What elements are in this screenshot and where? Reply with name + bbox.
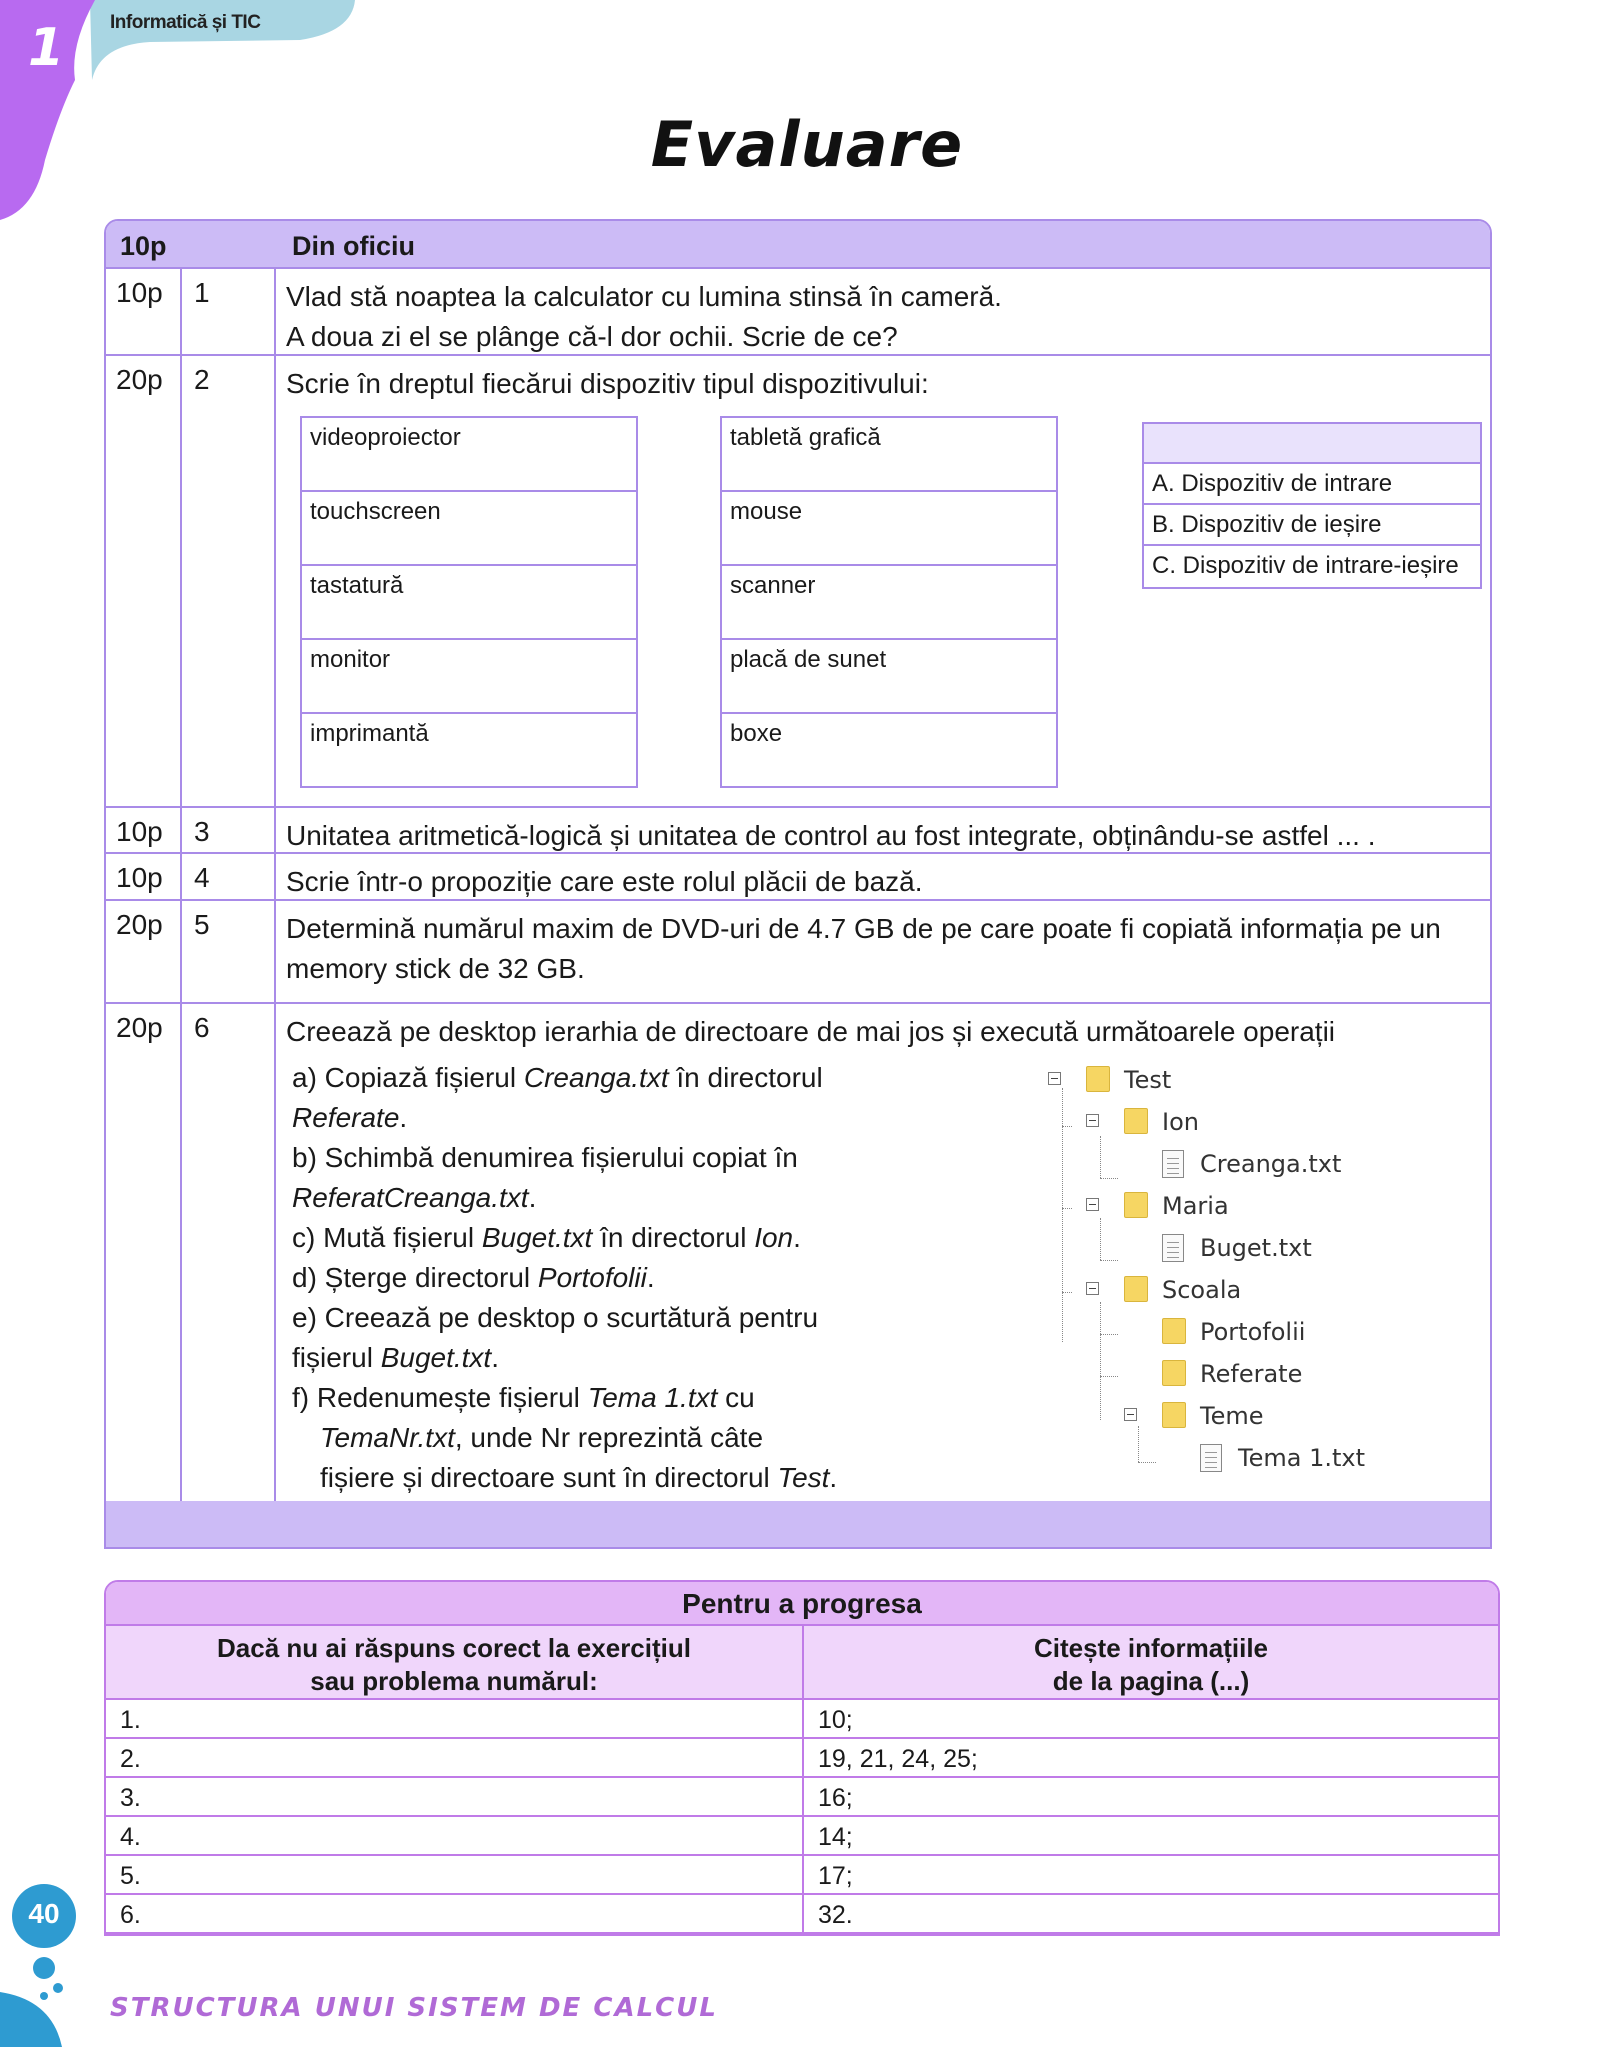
legend-item: A. Dispozitiv de intrare: [1144, 464, 1480, 505]
tree-node[interactable]: Test: [1124, 1066, 1172, 1094]
row-question: Creează pe desktop ierarhia de directoare de mai jos și execută următoarele operații: [286, 1016, 1336, 1047]
operation-e: e) Creează pe desktop o scurtătură pentru: [292, 1302, 819, 1333]
folder-icon: [1124, 1108, 1148, 1134]
device-cell: touchscreen: [302, 492, 636, 566]
progress-title: Pentru a progresa: [106, 1582, 1498, 1626]
operation-b: b) Schimbă denumirea fișierului copiat în: [292, 1142, 798, 1173]
tree-connector: [1100, 1136, 1101, 1178]
file-icon: [1162, 1234, 1184, 1262]
folder-icon: [1124, 1192, 1148, 1218]
page-reference: 16;: [818, 1784, 853, 1812]
row-number: 1: [194, 277, 210, 308]
header-points: 10p: [120, 231, 167, 261]
footer-decoration: [0, 1870, 110, 2047]
tree-node[interactable]: Scoala: [1162, 1276, 1242, 1304]
operations-list: [292, 1058, 862, 1498]
page-reference: 14;: [818, 1823, 853, 1851]
operation-f: f) Redenumește fișierul Tema 1.txt cu: [292, 1382, 755, 1413]
device-cell: scanner: [722, 566, 1056, 640]
file-icon: [1200, 1444, 1222, 1472]
tree-connector: [1138, 1426, 1139, 1462]
row-question: Scrie într-o propoziție care este rolul plăcii de bază.: [286, 866, 923, 897]
operation-e-cont: fișierul Buget.txt.: [292, 1342, 499, 1373]
tree-node[interactable]: Creanga.txt: [1200, 1150, 1342, 1178]
device-cell: imprimantă: [310, 720, 429, 747]
row-points: 20p: [116, 909, 163, 940]
question-line: Vlad stă noaptea la calculator cu lumina stinsă în cameră.: [286, 281, 1002, 312]
page-reference: 32.: [818, 1901, 853, 1929]
row-question: Scrie în dreptul fiecărui dispozitiv tipul dispozitivului:: [286, 368, 929, 399]
page-reference: 17;: [818, 1862, 853, 1890]
operation-b-cont: ReferatCreanga.txt.: [292, 1182, 537, 1213]
tree-node[interactable]: Maria: [1162, 1192, 1229, 1220]
tree-node[interactable]: Portofolii: [1200, 1318, 1306, 1346]
row-number: 2: [194, 364, 210, 395]
tree-node[interactable]: Teme: [1200, 1402, 1264, 1430]
row-points: 10p: [116, 816, 163, 847]
folder-icon: [1124, 1276, 1148, 1302]
column-divider: [180, 269, 182, 1505]
question-line: A doua zi el se plânge că-l dor ochii. Scrie de ce?: [286, 321, 898, 352]
row-question: Unitatea aritmetică-logică și unitatea de control au fost integrate, obținându-se astfel ... .: [286, 820, 1376, 851]
progress-table: [104, 1580, 1500, 1936]
device-cell: monitor: [302, 640, 636, 714]
column-divider: [802, 1626, 804, 1934]
tree-connector: [1100, 1178, 1118, 1179]
folder-icon: [1162, 1318, 1186, 1344]
device-cell: boxe: [730, 720, 783, 747]
problem-number: 3.: [120, 1784, 141, 1812]
page-number: 40: [28, 1898, 60, 1929]
directory-tree: [1040, 1062, 1370, 1492]
row-question: [286, 277, 1480, 357]
tree-connector: [1062, 1126, 1072, 1127]
collapse-icon[interactable]: [1086, 1282, 1099, 1295]
column-header-problem: Dacă nu ai răspuns corect la exercițiul sau problema numărul:: [217, 1633, 691, 1696]
device-cell: placă de sunet: [722, 640, 1056, 714]
column-header-pages: Citește informațiile de la pagina (...): [1033, 1633, 1269, 1696]
file-icon: [1162, 1150, 1184, 1178]
device-list-right: [720, 416, 1058, 788]
evaluation-header-row: [106, 221, 1490, 269]
operation-d: d) Șterge directorul Portofolii.: [292, 1262, 655, 1293]
tree-connector: [1100, 1218, 1101, 1260]
table-row: [106, 854, 1490, 901]
folder-icon: [1086, 1066, 1110, 1092]
collapse-icon[interactable]: [1048, 1072, 1061, 1085]
operation-f-cont: TemaNr.txt, unde Nr reprezintă câte: [320, 1422, 764, 1453]
problem-number: 6.: [120, 1901, 141, 1929]
evaluation-footer-row: [106, 1501, 1490, 1547]
row-points: 10p: [116, 277, 163, 308]
tree-node[interactable]: Referate: [1200, 1360, 1303, 1388]
subject-tag: Informatică și TIC: [110, 12, 261, 33]
device-type-legend: [1142, 422, 1482, 589]
problem-number: 5.: [120, 1862, 141, 1890]
tree-connector: [1138, 1462, 1156, 1463]
operation-c: c) Mută fișierul Buget.txt în directorul Ion.: [292, 1222, 801, 1253]
problem-number: 4.: [120, 1823, 141, 1851]
page-title: Evaluare: [650, 108, 964, 181]
collapse-icon[interactable]: [1086, 1114, 1099, 1127]
page-reference: 19, 21, 24, 25;: [818, 1745, 978, 1773]
table-row: [106, 901, 1490, 1004]
chapter-title: STRUCTURA UNUI SISTEM DE CALCUL: [110, 1993, 718, 2023]
operation-a: a) Copiază fișierul Creanga.txt în directorul: [292, 1062, 823, 1093]
collapse-icon[interactable]: [1124, 1408, 1137, 1421]
folder-icon: [1162, 1360, 1186, 1386]
legend-header: [1144, 424, 1480, 464]
chapter-number: 1: [28, 18, 65, 78]
operation-a-cont: Referate.: [292, 1102, 408, 1133]
tree-connector: [1062, 1208, 1072, 1209]
tree-node[interactable]: Ion: [1162, 1108, 1199, 1136]
row-points: 10p: [116, 862, 163, 893]
device-cell: tabletă grafică: [722, 418, 1056, 492]
collapse-icon[interactable]: [1086, 1198, 1099, 1211]
row-points: 20p: [116, 364, 163, 395]
tree-node[interactable]: Buget.txt: [1200, 1234, 1312, 1262]
device-cell: videoproiector: [302, 418, 636, 492]
device-list-left: [300, 416, 638, 788]
tree-connector: [1100, 1376, 1118, 1377]
row-points: 20p: [116, 1012, 163, 1043]
operation-f-cont2: fișiere și directoare sunt în directorul Test.: [320, 1462, 838, 1493]
row-number: 3: [194, 816, 210, 847]
tree-connector: [1100, 1302, 1101, 1420]
legend-item: B. Dispozitiv de ieșire: [1144, 505, 1480, 546]
row-question: Determină numărul maxim de DVD-uri de 4.7 GB de pe care poate fi copiată informația pe un memory stick de 32 GB.: [286, 913, 1441, 984]
header-label: Din oficiu: [292, 231, 415, 261]
problem-number: 1.: [120, 1706, 141, 1734]
tree-connector: [1100, 1260, 1118, 1261]
legend-item: C. Dispozitiv de intrare-ieșire: [1152, 552, 1459, 579]
tree-connector: [1062, 1292, 1072, 1293]
tree-node[interactable]: Tema 1.txt: [1238, 1444, 1365, 1472]
row-number: 4: [194, 862, 210, 893]
problem-number: 2.: [120, 1745, 141, 1773]
tree-connector: [1100, 1334, 1118, 1335]
row-number: 5: [194, 909, 210, 940]
table-row: [106, 808, 1490, 854]
row-number: 6: [194, 1012, 210, 1043]
page-reference: 10;: [818, 1706, 853, 1734]
table-row: [106, 269, 1490, 356]
device-cell: tastatură: [302, 566, 636, 640]
folder-icon: [1162, 1402, 1186, 1428]
column-divider: [274, 269, 276, 1505]
device-cell: mouse: [722, 492, 1056, 566]
